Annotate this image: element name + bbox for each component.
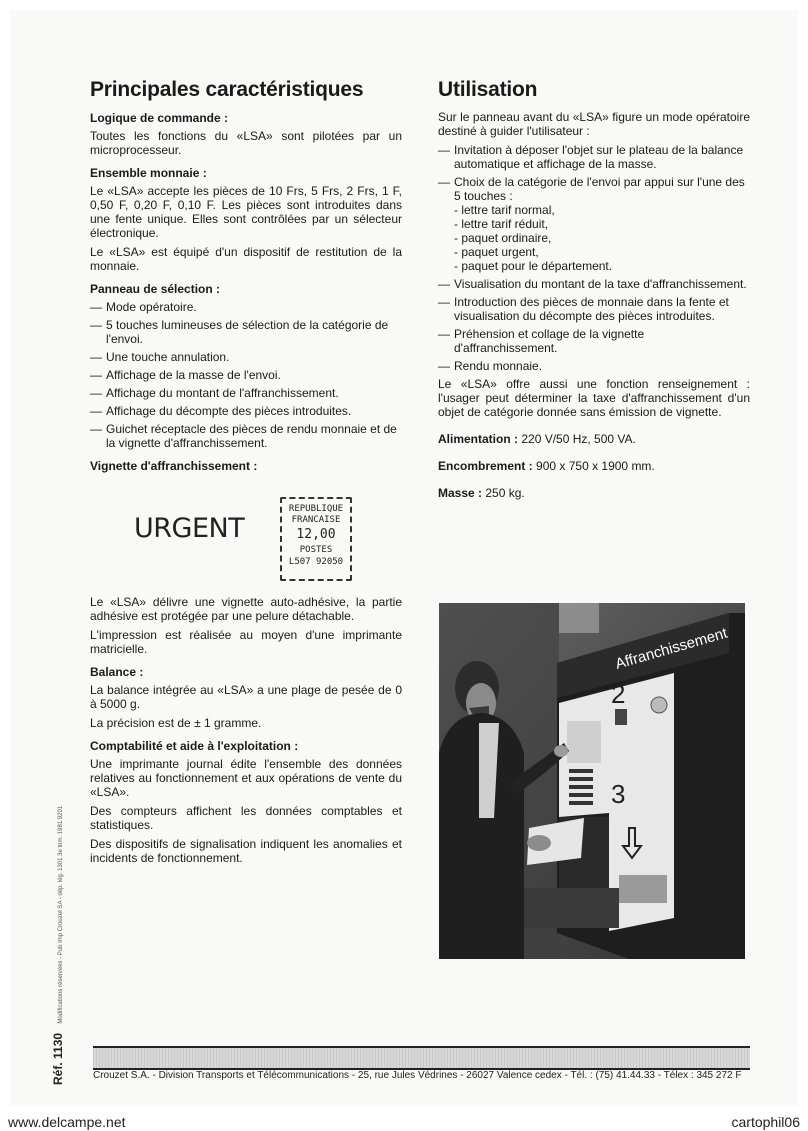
right-column (438, 78, 750, 500)
vignette-heading: Vignette d'affranchissement : (90, 459, 258, 473)
compta-paragraph-2: Des compteurs affichent les données comptables et statistiques. (90, 804, 402, 832)
watermark-left: www.delcampe.net (8, 1114, 126, 1130)
balance-paragraph-2: La précision est de ± 1 gramme. (90, 716, 262, 730)
list-item: — Mode opératoire. (90, 300, 197, 314)
utilisation-intro: Sur le panneau avant du «LSA» figure un mode opératoire destiné à guider l'utilisateur : (438, 110, 750, 138)
vignette-paragraph-1: Le «LSA» délivre une vignette auto-adhésive, la partie adhésive est protégée par une pelure détachable. (90, 595, 402, 623)
left-column (90, 78, 402, 870)
watermark-right: cartophil06 (731, 1114, 800, 1130)
spec-encombrement (438, 459, 750, 473)
list-item: — Affichage du montant de l'affranchissement. (90, 386, 339, 400)
sublist-item: - lettre tarif normal, (454, 203, 555, 217)
spec-alimentation (438, 432, 750, 446)
list-item: — Rendu monnaie. (438, 359, 543, 373)
reference-number: Réf. 1130 (51, 1032, 65, 1085)
franking-line: L507 92050 (288, 557, 344, 567)
list-item: — Préhension et collage de la vignette d'affranchissement. (438, 327, 645, 355)
balance-heading: Balance : (90, 665, 144, 679)
sublist-item: - paquet ordinaire, (454, 231, 552, 245)
compta-paragraph-3: Des dispositifs de signalisation indiquent les anomalies et incidents de fonctionnement. (90, 837, 402, 865)
category-sublist (454, 203, 750, 273)
right-title: Utilisation (438, 78, 538, 101)
logique-text: Toutes les fonctions du «LSA» sont pilotées par un microprocesseur. (90, 129, 402, 157)
reference-printer-note: Modifications réservées - Pub Imp Crouzet SA - dép. lég. 1301 3e trim. 1981 9201 (58, 805, 64, 1024)
footer-address: Crouzet S.A. - Division Transports et Télécommunications - 25, rue Jules Védrines - 26027 Valence cedex - Tél. : (75) 41.44.33 - Télex : 345 272 F (93, 1070, 742, 1081)
list-item: — Introduction des pièces de monnaie dans la fente et visualisation du décompte des pièces introduites. (438, 295, 729, 323)
list-item: — Guichet réceptacle des pièces de rendu monnaie et de la vignette d'affranchissement. (90, 422, 397, 450)
spec-label: Encombrement : (438, 459, 533, 473)
footer-bar (93, 1046, 750, 1070)
compta-heading: Comptabilité et aide à l'exploitation : (90, 739, 299, 753)
franking-line: POSTES (299, 545, 333, 555)
list-item: — Une touche annulation. (90, 350, 230, 364)
spec-value: 250 kg. (485, 486, 525, 500)
list-item: — Affichage du décompte des pièces introduites. (90, 404, 352, 418)
monnaie-paragraph-1: Le «LSA» accepte les pièces de 10 Frs, 5 Frs, 2 Frs, 1 F, 0,50 F, 0,20 F, 0,10 F. Les pièces sont introduites dans une fente unique. Elles sont contrôlées par un sélecteur électronique. (90, 184, 402, 240)
machine-photo-illustration (439, 603, 745, 959)
franking-stamp (280, 497, 352, 581)
monnaie-heading: Ensemble monnaie : (90, 166, 207, 180)
spec-value: 220 V/50 Hz, 500 VA. (521, 432, 636, 446)
list-item: — 5 touches lumineuses de sélection de la catégorie de l'envoi. (90, 318, 389, 346)
utilisation-list (438, 143, 750, 373)
list-item: — Affichage de la masse de l'envoi. (90, 368, 281, 382)
vignette-paragraph-2: L'impression est réalisée au moyen d'une imprimante matricielle. (90, 628, 402, 656)
step-3-number: 3 (611, 779, 626, 809)
list-item: — Visualisation du montant de la taxe d'affranchissement. (438, 277, 747, 291)
renseignement-paragraph: Le «LSA» offre aussi une fonction renseignement : l'usager peut déterminer la taxe d'affranchissement d'un objet de catégorie donnée sans émission de vignette. (438, 377, 750, 419)
sublist-item: - lettre tarif réduit, (454, 217, 549, 231)
compta-paragraph-1: Une imprimante journal édite l'ensemble des données relatives au fonctionnement et aux opérations de vente du «LSA». (90, 757, 402, 799)
franking-line: REPUBLIQUE (288, 504, 344, 514)
monnaie-paragraph-2: Le «LSA» est équipé d'un dispositif de restitution de la monnaie. (90, 245, 402, 273)
list-item: — Invitation à déposer l'objet sur le plateau de la balance automatique et affichage de la masse. (438, 143, 744, 171)
sublist-item: - paquet pour le département. (454, 259, 613, 273)
spec-label: Alimentation : (438, 432, 518, 446)
balance-paragraph-1: La balance intégrée au «LSA» a une plage de pesée de 0 à 5000 g. (90, 683, 402, 711)
left-title: Principales caractéristiques (90, 78, 364, 101)
franking-amount: 12,00 (296, 527, 336, 542)
machine-title: Affranchissement (613, 624, 730, 673)
list-item: — Choix de la catégorie de l'envoi par appui sur l'une des 5 touches : - lettre tarif normal, - lettre tarif réduit, - paquet ordinaire, - paquet urgent, - paquet pour le département. (438, 175, 750, 273)
sublist-item: - paquet urgent, (454, 245, 539, 259)
machine-photo (439, 603, 745, 959)
franking-line: FRANCAISE (291, 515, 341, 525)
panneau-heading: Panneau de sélection : (90, 282, 221, 296)
panneau-list (90, 300, 402, 450)
logique-heading: Logique de commande : (90, 111, 229, 125)
vignette-sample (90, 477, 402, 587)
spec-label: Masse : (438, 486, 483, 500)
spec-masse (438, 486, 750, 500)
spec-value: 900 x 750 x 1900 mm. (536, 459, 655, 473)
step-2-number: 2 (611, 679, 626, 709)
urgent-label: URGENT (134, 513, 245, 544)
reference-label (51, 806, 65, 1085)
